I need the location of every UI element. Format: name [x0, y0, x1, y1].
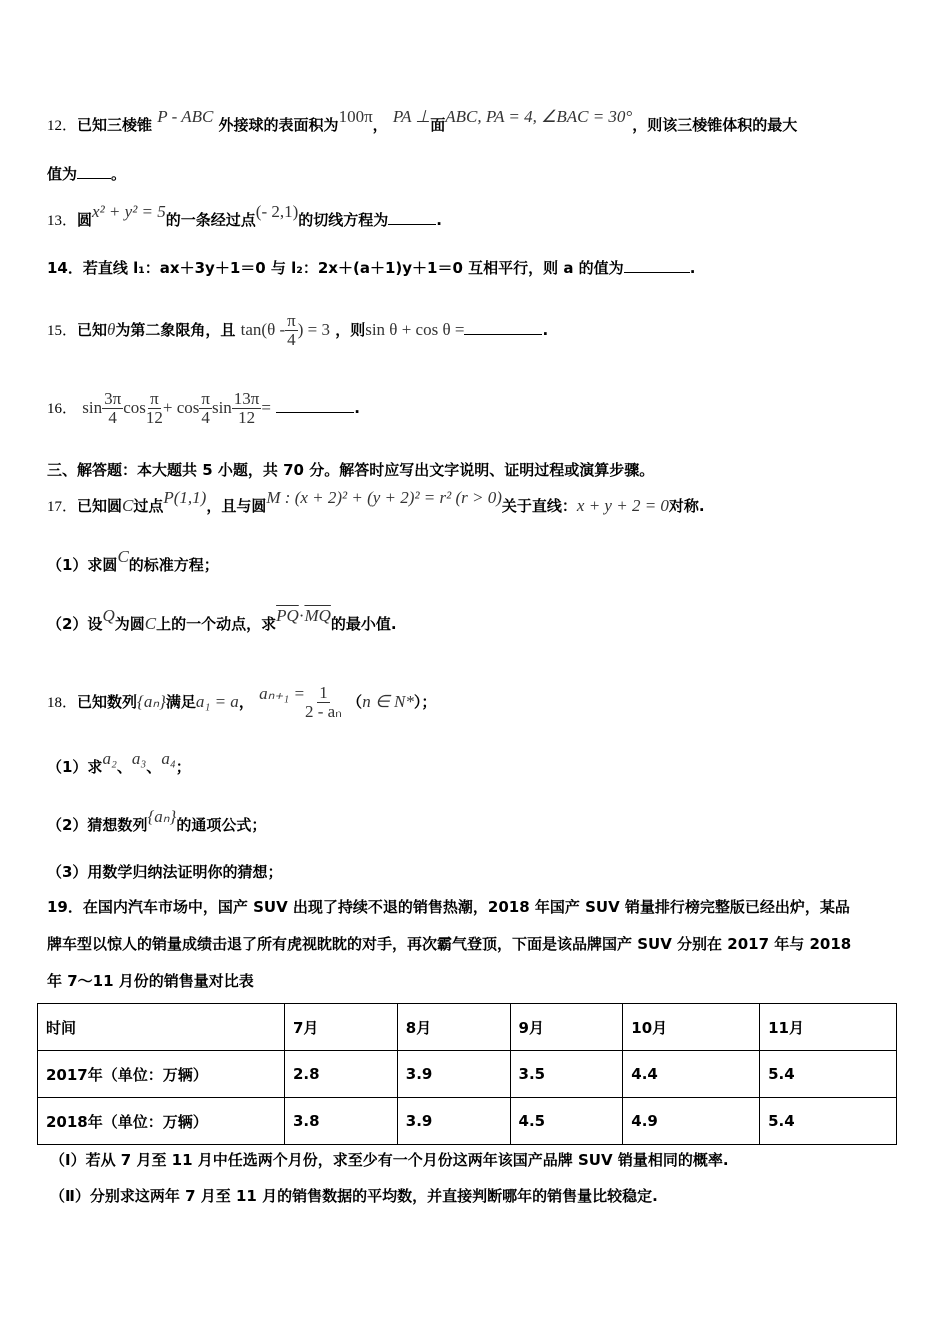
numerator: 3π [104, 389, 122, 408]
math: C [117, 547, 129, 566]
question-19-line-3: 年 7～11 月份的销售量对比表 [47, 972, 254, 990]
table-row [38, 1098, 897, 1145]
denominator: 4 [108, 408, 117, 427]
denominator: 12 [145, 408, 163, 427]
question-17-part-1 [47, 547, 219, 575]
text: . [689, 259, 696, 277]
math: n ∈ N* [362, 692, 414, 711]
text: 14．若直线 l₁：ax＋3y＋1＝0 与 l₂：2x＋(a＋1)y＋1＝0 互相平行，则 a 的值为 [47, 259, 624, 277]
numerator: 13π [233, 389, 260, 408]
fraction [102, 390, 123, 427]
text: （ [347, 693, 363, 711]
table-cell: 3.5 [510, 1051, 623, 1098]
text: 的标准方程； [128, 556, 219, 574]
answer-blank [276, 398, 354, 413]
question-19-line-2: 牌车型以惊人的销量成绩击退了所有虎视眈眈的对手，再次霸气登顶，下面是该品牌国产 SUV 分别在 2017 年与 2018 [47, 935, 852, 953]
math: aₙ₊₁ = [259, 684, 305, 703]
math: ABC, PA = 4, ∠BAC = 30° [445, 107, 633, 126]
text: 满足 [165, 693, 196, 711]
q-number: 16． [47, 401, 78, 417]
math: (- 2,1) [255, 202, 299, 221]
fraction [232, 390, 262, 427]
text: 的一条经过点 [165, 211, 256, 229]
table-header: 9月 [510, 1004, 623, 1051]
fraction [305, 684, 342, 721]
question-18-part-2 [47, 807, 267, 835]
fraction [146, 390, 163, 427]
math: a₃ [131, 749, 147, 768]
question-15 [47, 312, 548, 349]
math: tan(θ - [240, 320, 286, 339]
text: 外接球的表面积为 [218, 116, 339, 134]
table-cell: 3.8 [285, 1098, 398, 1145]
math: = [261, 398, 271, 417]
table-cell: 5.4 [760, 1051, 897, 1098]
math: a₁ = a [195, 692, 239, 711]
math: sin [82, 398, 103, 417]
denominator: 4 [287, 330, 296, 349]
table-header: 7月 [285, 1004, 398, 1051]
math: + cos [162, 398, 200, 417]
table-cell: 2017年（单位：万辆） [38, 1051, 285, 1098]
numerator: π [287, 311, 296, 330]
table-cell: 3.9 [397, 1051, 510, 1098]
text: 过点 [133, 497, 164, 515]
text: 已知 [77, 321, 108, 339]
math: P(1,1) [163, 488, 207, 507]
question-12 [47, 107, 798, 136]
question-19-line-1: 19．在国内汽车市场中，国产 SUV 出现了持续不退的销售热潮，2018 年国产 SUV 销量排行榜完整版已经出炉，某品 [47, 898, 850, 916]
denominator: 12 [238, 408, 256, 427]
text: 的通项公式； [176, 816, 267, 834]
math: {aₙ} [137, 692, 166, 711]
question-18 [47, 684, 436, 721]
text: 为第二象限角，且 [115, 321, 236, 339]
table-header: 8月 [397, 1004, 510, 1051]
q-number: 12． [47, 118, 78, 134]
text: 、 [146, 758, 162, 776]
text: 对称. [668, 497, 705, 515]
math: · [298, 606, 305, 625]
table-row [38, 1051, 897, 1098]
denominator: 2 - aₙ [304, 702, 342, 721]
table-header: 11月 [760, 1004, 897, 1051]
math: a₂ [102, 749, 117, 768]
text: 为圆 [114, 615, 145, 633]
question-13 [47, 202, 442, 231]
fraction [199, 390, 212, 427]
text: （2）猜想数列 [47, 816, 148, 834]
table-header-row [38, 1004, 897, 1051]
text: 已知数列 [77, 693, 138, 711]
table-cell: 5.4 [760, 1098, 897, 1145]
math: {aₙ} [147, 807, 177, 826]
text: 的切线方程为 [298, 211, 389, 229]
text: 面 [430, 116, 446, 134]
numerator: π [150, 389, 159, 408]
vector-mq: $\overline{MQ}$ [304, 606, 331, 625]
text: ； [175, 758, 191, 776]
text: 上的一个动点，求 [156, 615, 277, 633]
question-18-part-1 [47, 749, 191, 777]
text: . [354, 399, 360, 417]
math: sin [211, 398, 232, 417]
answer-blank [388, 210, 436, 225]
table-cell: 4.5 [510, 1098, 623, 1145]
question-17-part-2 [47, 606, 397, 634]
text: . [436, 211, 442, 229]
math: C [144, 614, 157, 633]
answer-blank [464, 320, 542, 335]
section-heading: 三、解答题：本大题共 5 小题，共 70 分。解答时应写出文字说明、证明过程或演算步骤。 [47, 461, 655, 479]
table-cell: 4.9 [623, 1098, 760, 1145]
denominator: 4 [201, 408, 210, 427]
text: 已知三棱锥 [77, 116, 153, 134]
text: 圆 [77, 211, 93, 229]
answer-blank [77, 164, 111, 179]
math: x + y + 2 = 0 [576, 496, 669, 515]
table-header: 10月 [623, 1004, 760, 1051]
text: ，且与圆 [206, 497, 267, 515]
text: ， [372, 116, 388, 134]
table-cell: 4.4 [623, 1051, 760, 1098]
math: sin θ + cos θ = [365, 320, 465, 339]
math: a₄ [161, 749, 176, 768]
q-number: 15． [47, 323, 78, 339]
question-17 [47, 488, 705, 517]
vector-pq: $\overline{PQ}$ [276, 606, 299, 625]
text: ，则该三棱锥体积的最大 [632, 116, 798, 134]
table-cell: 2018年（单位：万辆） [38, 1098, 285, 1145]
text: （2）设 [47, 615, 103, 633]
question-18-part-3: （3）用数学归纳法证明你的猜想； [47, 863, 283, 881]
text: 。 [111, 165, 127, 183]
q-number: 18． [47, 695, 78, 711]
math: C [122, 496, 134, 515]
table-cell: 3.9 [397, 1098, 510, 1145]
sales-table [37, 1003, 897, 1145]
question-19-part-ii: （Ⅱ）分别求这两年 7 月至 11 月的销售数据的平均数，并直接判断哪年的销售量比较稳定. [50, 1187, 658, 1205]
text: （1）求圆 [47, 556, 118, 574]
math: cos [123, 398, 146, 417]
math: ) = 3 [297, 320, 330, 339]
math: P - ABC [157, 107, 214, 126]
table-cell: 2.8 [285, 1051, 398, 1098]
text: （1）求 [47, 758, 103, 776]
answer-blank [624, 258, 690, 273]
question-14 [47, 258, 695, 278]
text: ，则 [335, 321, 366, 339]
text: ， [238, 693, 254, 711]
question-19-part-i: （Ⅰ）若从 7 月至 11 月中任选两个月份，求至少有一个月份这两年该国产品牌 SUV 销量相同的概率. [50, 1151, 729, 1169]
text: 的最小值. [330, 615, 397, 633]
fraction [285, 312, 298, 349]
text: 关于直线： [501, 497, 577, 515]
math: 100π [338, 107, 373, 126]
q-number: 17． [47, 499, 78, 515]
math: M : (x + 2)² + (y + 2)² = r² (r > 0) [266, 488, 502, 507]
math: θ [107, 320, 116, 339]
math: x² + y² = 5 [92, 202, 166, 221]
math: Q [102, 606, 115, 625]
question-16 [47, 390, 360, 427]
table-header: 时间 [38, 1004, 285, 1051]
text: 已知圆 [77, 497, 123, 515]
question-12-cont [47, 164, 126, 184]
text: 值为 [47, 165, 78, 183]
text: . [542, 321, 549, 339]
math: PA ⊥ [392, 107, 431, 126]
numerator: π [201, 389, 210, 408]
numerator: 1 [319, 683, 328, 702]
text: 、 [116, 758, 132, 776]
q-number: 13． [47, 213, 78, 229]
text: ）； [413, 693, 437, 711]
